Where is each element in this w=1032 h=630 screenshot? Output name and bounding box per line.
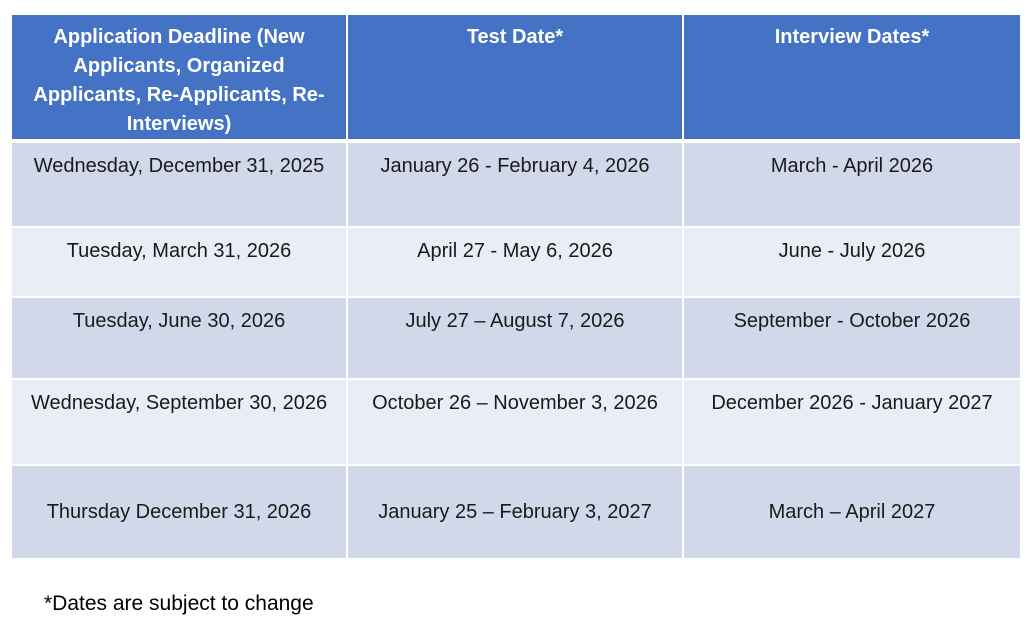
table-row	[12, 227, 1020, 297]
cell-application-deadline: Wednesday, December 31, 2025	[12, 141, 347, 227]
cell-application-deadline: Thursday December 31, 2026	[12, 465, 347, 559]
cell-test-date: October 26 – November 3, 2026	[347, 379, 683, 465]
header-interview-dates: Interview Dates*	[683, 15, 1020, 141]
header-test-date: Test Date*	[347, 15, 683, 141]
table-row	[12, 465, 1020, 559]
footnote: *Dates are subject to change	[44, 592, 314, 615]
table-header-row	[12, 15, 1020, 141]
table-row	[12, 379, 1020, 465]
cell-interview-dates: June - July 2026	[683, 227, 1020, 297]
header-application-deadline: Application Deadline (New Applicants, Organized Applicants, Re-Applicants, Re-Interviews)	[12, 15, 347, 141]
cell-application-deadline: Wednesday, September 30, 2026	[12, 379, 347, 465]
schedule-table	[12, 15, 1020, 560]
cell-test-date: January 26 - February 4, 2026	[347, 141, 683, 227]
cell-interview-dates: December 2026 - January 2027	[683, 379, 1020, 465]
cell-interview-dates: March – April 2027	[683, 465, 1020, 559]
cell-interview-dates: March - April 2026	[683, 141, 1020, 227]
table-row	[12, 297, 1020, 379]
cell-test-date: April 27 - May 6, 2026	[347, 227, 683, 297]
cell-application-deadline: Tuesday, March 31, 2026	[12, 227, 347, 297]
cell-test-date: January 25 – February 3, 2027	[347, 465, 683, 559]
cell-application-deadline: Tuesday, June 30, 2026	[12, 297, 347, 379]
cell-interview-dates: September - October 2026	[683, 297, 1020, 379]
cell-test-date: July 27 – August 7, 2026	[347, 297, 683, 379]
table-row	[12, 141, 1020, 227]
